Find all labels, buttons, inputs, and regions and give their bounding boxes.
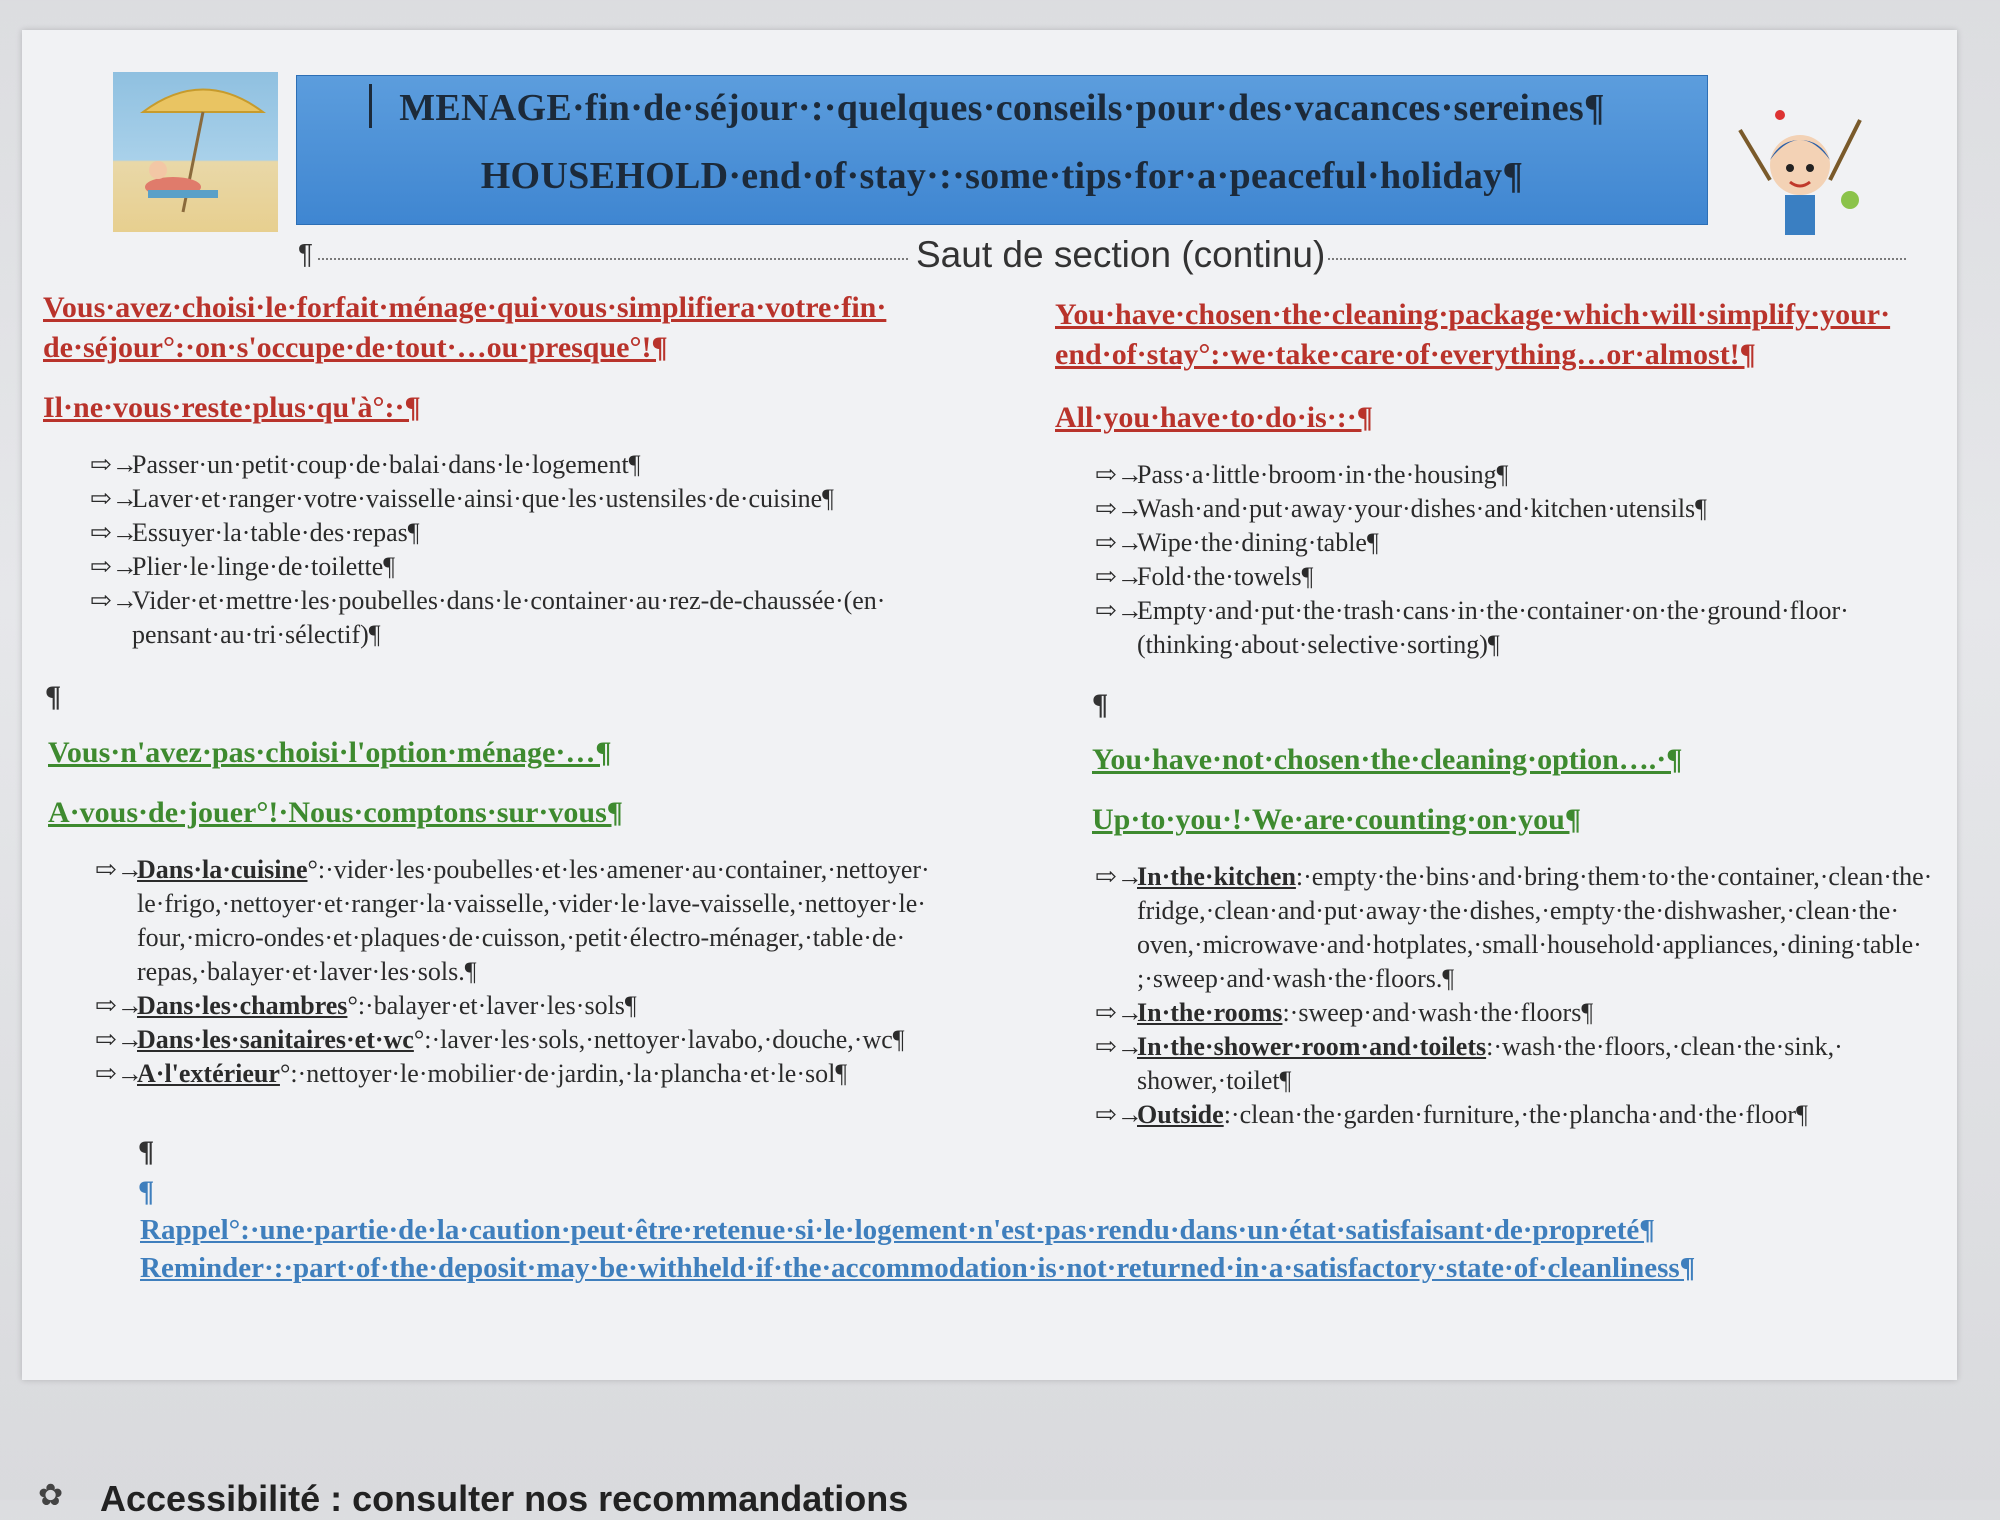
accessibility-icon[interactable]: ✿ xyxy=(38,1479,64,1512)
arrow-right-icon: ⇨→ xyxy=(95,1059,143,1088)
list-item: ⇨→ Wipe·the·dining·table¶ xyxy=(1095,526,1945,560)
arrow-right-icon: ⇨→ xyxy=(1095,596,1143,625)
arrow-right-icon: ⇨→ xyxy=(90,586,138,615)
right-counting-heading: Up·to·you·!·We·are·counting·on·you¶ xyxy=(1092,803,1582,836)
cleaning-lady-illustration xyxy=(1720,90,1880,250)
section-break-dots-left xyxy=(318,258,908,260)
right-room-list xyxy=(1095,860,1945,1132)
left-intro: Vous·avez·choisi·le·forfait·ménage·qui·vous·simplifiera·votre·fin· de·séjour°:·on·s'occupe·de·tout·…ou·presque°!¶ xyxy=(43,291,887,364)
arrow-right-icon: ⇨→ xyxy=(90,450,138,479)
text-cursor xyxy=(369,84,372,128)
right-task-list xyxy=(1095,458,1945,662)
reminder-french: Rappel°:·une·partie·de·la·caution·peut·être·retenue·si·le·logement·n'est·pas·rendu·dans·un·état·satisfaisant·de·propreté¶ xyxy=(140,1214,1655,1246)
right-blank-paragraph: ¶ xyxy=(1092,688,1109,721)
list-item: ⇨→ Dans·les·chambres°:·balayer·et·laver·les·sols¶ xyxy=(95,989,975,1023)
section-break-dots-right xyxy=(1328,258,1906,260)
trailing-pilcrow: ¶ xyxy=(138,1175,155,1208)
arrow-right-icon: ⇨→ xyxy=(1095,1032,1143,1061)
left-counting-heading: A·vous·de·jouer°!·Nous·comptons·sur·vous¶ xyxy=(48,796,623,829)
cleaning-character-icon xyxy=(1720,90,1880,250)
beach-illustration xyxy=(113,72,278,232)
arrow-right-icon: ⇨→ xyxy=(95,855,143,884)
right-no-option-heading: You·have·not·chosen·the·cleaning·option….·¶ xyxy=(1092,743,1683,776)
section-break xyxy=(296,236,1906,276)
arrow-right-icon: ⇨→ xyxy=(1095,998,1143,1027)
left-todo-heading: Il·ne·vous·reste·plus·qu'à°:·¶ xyxy=(43,391,421,424)
left-no-option-heading: Vous·n'avez·pas·choisi·l'option·ménage·…¶ xyxy=(48,736,612,769)
list-item: ⇨→ Vider·et·mettre·les·poubelles·dans·le·container·au·rez-de-chaussée·(en· pensant·au·tri·sélectif)¶ xyxy=(90,586,886,649)
arrow-right-icon: ⇨→ xyxy=(1095,562,1143,591)
title-french: MENAGE·fin·de·séjour·:·quelques·conseils·pour·des·vacances·sereines¶ xyxy=(399,87,1605,129)
list-item: ⇨→ Pass·a·little·broom·in·the·housing¶ xyxy=(1095,458,1945,492)
right-todo-heading: All·you·have·to·do·is·:·¶ xyxy=(1055,401,1373,434)
list-item: ⇨→ Plier·le·linge·de·toilette¶ xyxy=(90,550,970,584)
reminder-english: Reminder·:·part·of·the·deposit·may·be·withheld·if·the·accommodation·is·not·returned·in·a·satisfactory·state·of·cleanliness¶ xyxy=(140,1252,1696,1284)
arrow-right-icon: ⇨→ xyxy=(90,518,138,547)
arrow-right-icon: ⇨→ xyxy=(90,552,138,581)
arrow-right-icon: ⇨→ xyxy=(1095,1100,1143,1129)
title-english: HOUSEHOLD·end·of·stay·:·some·tips·for·a·peaceful·holiday¶ xyxy=(480,155,1524,197)
arrow-right-icon: ⇨→ xyxy=(90,484,138,513)
title-banner xyxy=(296,75,1708,225)
beach-umbrella-icon xyxy=(113,72,278,232)
list-item: ⇨→ Laver·et·ranger·votre·vaisselle·ainsi·que·les·ustensiles·de·cuisine¶ xyxy=(90,482,970,516)
list-item: ⇨→ In·the·rooms:·sweep·and·wash·the·floors¶ xyxy=(1095,996,1945,1030)
list-item: ⇨→ A·l'extérieur°:·nettoyer·le·mobilier·de·jardin,·la·plancha·et·le·sol¶ xyxy=(95,1057,975,1091)
left-room-list xyxy=(95,853,975,1091)
left-task-list xyxy=(90,448,970,652)
arrow-right-icon: ⇨→ xyxy=(95,1025,143,1054)
list-item: ⇨→ Essuyer·la·table·des·repas¶ xyxy=(90,516,970,550)
section-break-label: Saut de section (continu) xyxy=(910,234,1331,276)
trailing-pilcrow: ¶ xyxy=(138,1135,155,1168)
list-item: ⇨→ Fold·the·towels¶ xyxy=(1095,560,1945,594)
arrow-right-icon: ⇨→ xyxy=(1095,862,1143,891)
list-item: ⇨→ Outside:·clean·the·garden·furniture,·the·plancha·and·the·floor¶ xyxy=(1095,1098,1945,1132)
arrow-right-icon: ⇨→ xyxy=(1095,460,1143,489)
list-item: ⇨→ Passer·un·petit·coup·de·balai·dans·le·logement¶ xyxy=(90,448,970,482)
left-blank-paragraph: ¶ xyxy=(45,680,62,713)
arrow-right-icon: ⇨→ xyxy=(95,991,143,1020)
list-item: ⇨→ Wash·and·put·away·your·dishes·and·kitchen·utensils¶ xyxy=(1095,492,1945,526)
arrow-right-icon: ⇨→ xyxy=(1095,494,1143,523)
list-item: ⇨→ Empty·and·put·the·trash·cans·in·the·container·on·the·ground·floor· (thinking·about·selective·sorting)¶ xyxy=(1095,596,1849,659)
list-item: ⇨→ In·the·shower·room·and·toilets:·wash·the·floors,·clean·the·sink,· shower,·toilet¶ xyxy=(1095,1032,1843,1095)
list-item: ⇨→ Dans·les·sanitaires·et·wc°:·laver·les·sols,·nettoyer·lavabo,·douche,·wc¶ xyxy=(95,1023,975,1057)
right-intro: You·have·chosen·the·cleaning·package·which·will·simplify·your· end·of·stay°:·we·take·care·of·everything…or·almost!¶ xyxy=(1055,298,1891,371)
accessibility-status[interactable]: Accessibilité : consulter nos recommandations xyxy=(100,1478,909,1519)
section-pilcrow: ¶ xyxy=(298,238,314,269)
list-item: ⇨→ In·the·kitchen:·empty·the·bins·and·bring·them·to·the·container,·clean·the· fridge,·clean·and·put·away·the·dishes,·empty·the·dishwasher,·clean·the· oven,·microwave·and·hotplates,·small·household·appliances,·dining·table· ;·sweep·and·wash·the·floors.¶ xyxy=(1095,862,1933,993)
document-page xyxy=(22,30,1957,1380)
arrow-right-icon: ⇨→ xyxy=(1095,528,1143,557)
list-item: ⇨→ Dans·la·cuisine°:·vider·les·poubelles·et·les·amener·au·container,·nettoyer· le·frigo,·nettoyer·et·ranger·la·vaisselle,·vider·le·lave-vaisselle,·nettoyer·le· four,·micro-ondes·et·plaques·de·cuisson,·petit·électro-ménager,·table·de· repas,·balayer·et·laver·les·sols.¶ xyxy=(95,855,930,986)
